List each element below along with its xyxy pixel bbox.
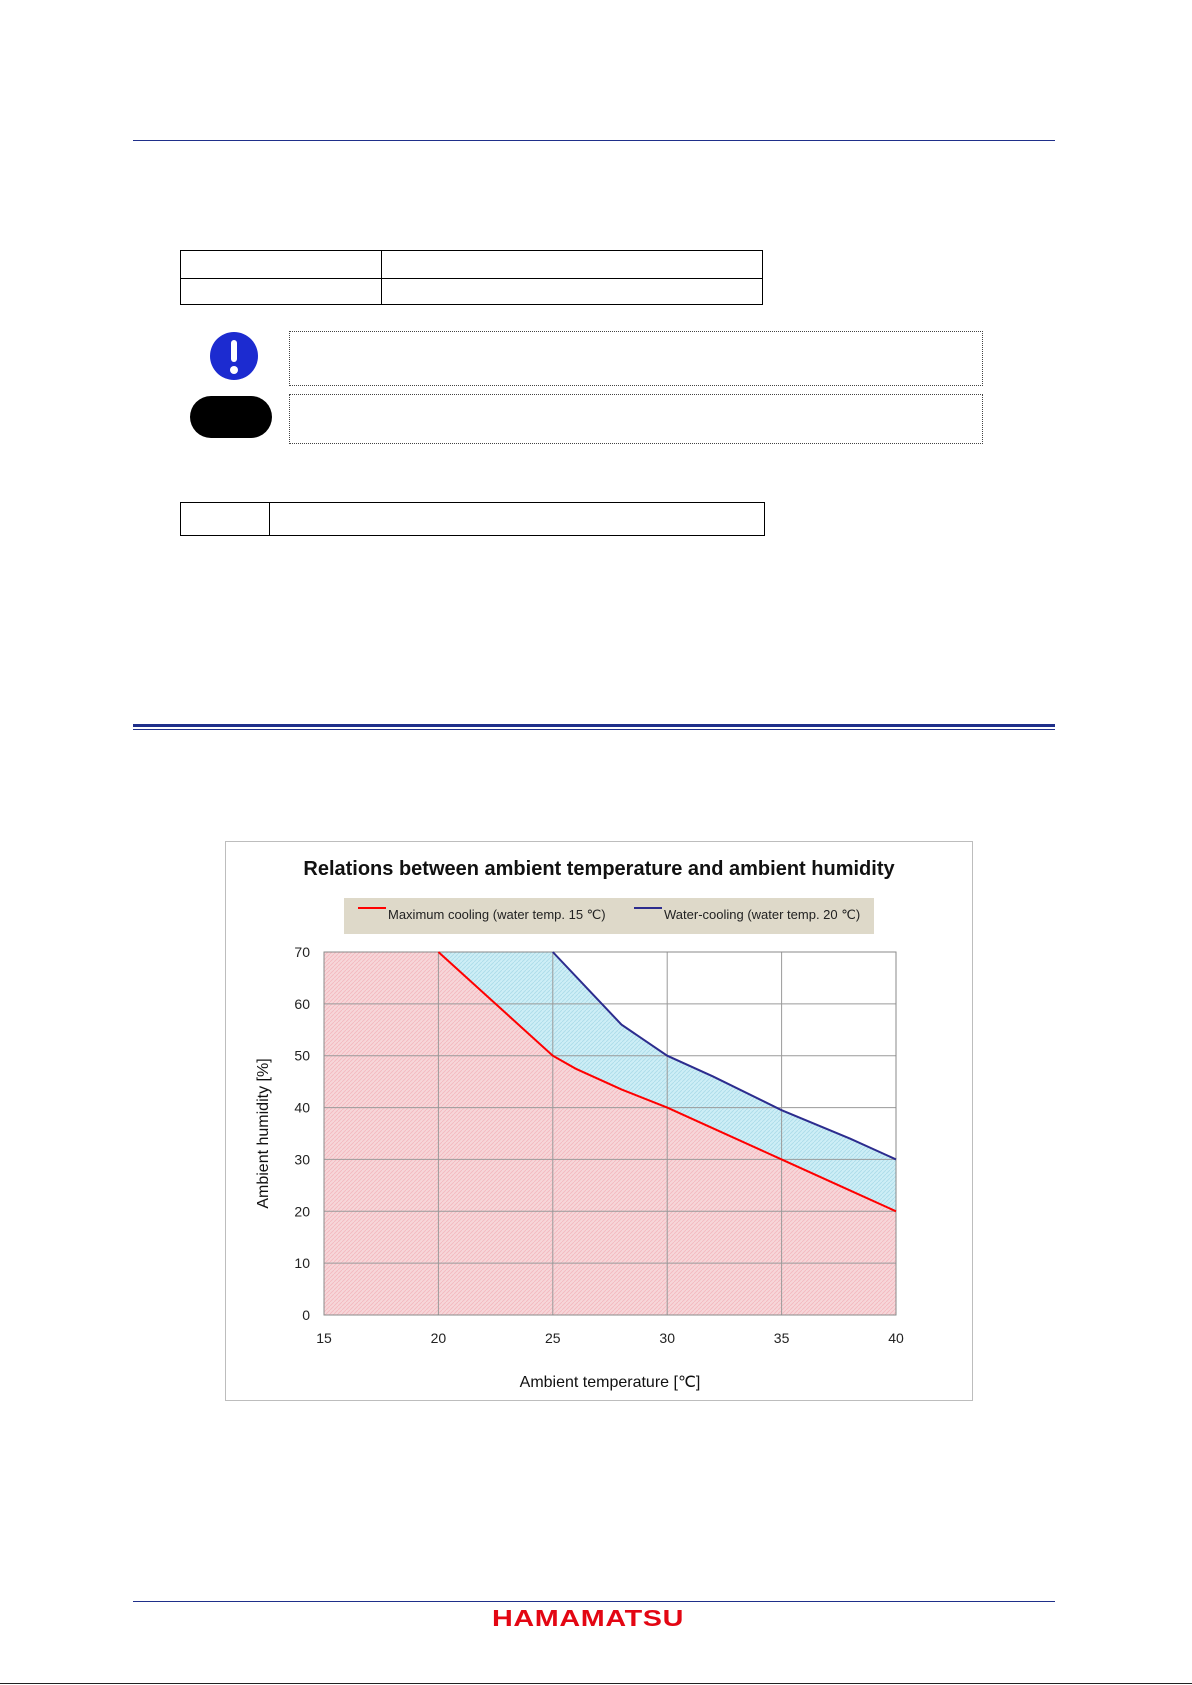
table-cell	[270, 503, 765, 536]
x-tick-label: 25	[545, 1330, 561, 1346]
y-tick-label: 60	[294, 995, 310, 1012]
y-tick-label: 70	[294, 944, 310, 960]
spec-table-1	[180, 250, 763, 305]
chart-title: Relations between ambient temperature and ambient humidity	[303, 858, 895, 880]
y-tick-label: 0	[302, 1307, 310, 1323]
table-row	[181, 251, 763, 279]
x-axis-title: Ambient temperature [℃]	[519, 1374, 701, 1391]
note-box	[289, 394, 983, 444]
section-rule	[133, 724, 1055, 727]
table-cell	[181, 503, 270, 536]
y-axis-title: Ambient humidity [%]	[255, 1058, 272, 1209]
page-edge-rule	[0, 1683, 1192, 1684]
table-cell	[382, 279, 763, 305]
hamamatsu-logo: HAMAMATSU	[492, 1605, 684, 1631]
table-cell	[181, 279, 382, 305]
x-tick-label: 20	[430, 1330, 447, 1346]
chart-plot	[226, 842, 972, 1400]
footer-rule	[133, 1601, 1055, 1602]
table-row	[181, 503, 765, 536]
legend-label-water-cooling: Water-cooling (water temp. 20 ℃)	[664, 907, 861, 922]
x-tick-label: 15	[316, 1330, 332, 1346]
spec-table-2	[180, 502, 765, 536]
x-tick-label: 35	[773, 1330, 790, 1346]
note-label-icon	[190, 396, 272, 438]
humidity-chart	[225, 841, 973, 1401]
header-rule	[133, 140, 1055, 141]
table-cell	[181, 251, 382, 279]
y-tick-label: 40	[294, 1099, 310, 1116]
table-row	[181, 279, 763, 305]
caution-notice-box	[289, 331, 983, 386]
table-cell	[382, 251, 763, 279]
y-tick-label: 20	[294, 1203, 310, 1220]
y-tick-label: 30	[294, 1151, 310, 1168]
x-tick-label: 30	[659, 1330, 675, 1346]
x-tick-label: 40	[888, 1330, 904, 1346]
legend-label-max-cooling: Maximum cooling (water temp. 15 ℃)	[388, 907, 606, 922]
caution-exclamation-icon	[210, 332, 258, 380]
section-rule-thin	[133, 729, 1055, 730]
y-tick-label: 50	[294, 1047, 310, 1064]
y-tick-label: 10	[294, 1255, 310, 1272]
